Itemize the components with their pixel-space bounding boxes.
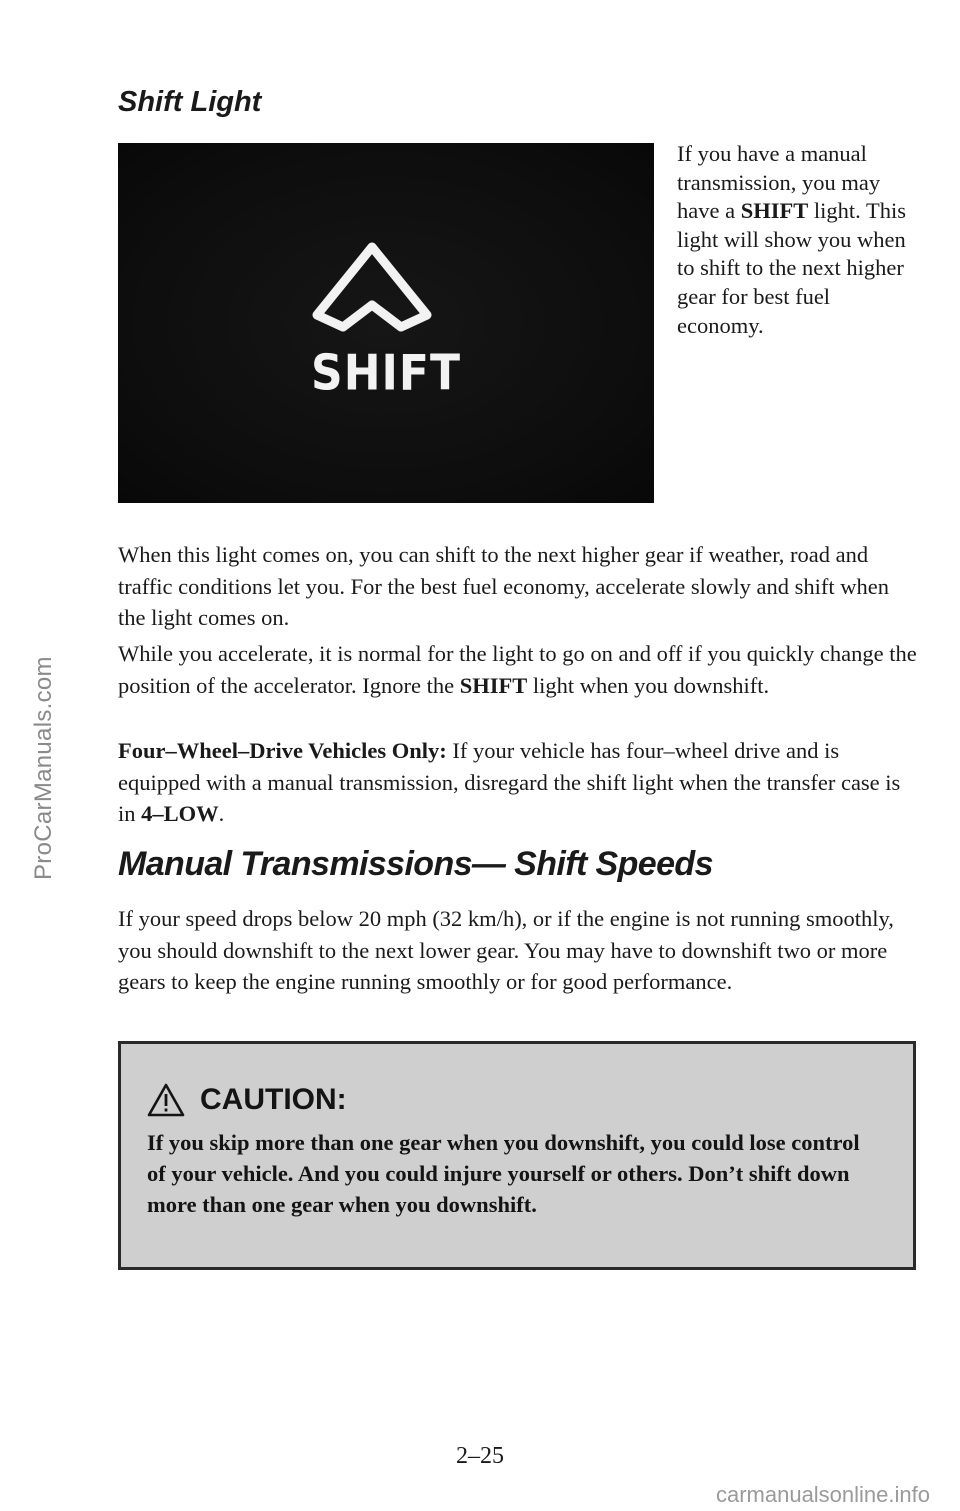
- side-watermark: ProCarManuals.com: [30, 656, 57, 880]
- shift-keyword: SHIFT: [740, 198, 809, 224]
- section-title: Shift Light: [118, 86, 262, 118]
- paragraph-shift-light-usage: When this light comes on, you can shift to the next higher gear if weather, road and traffic conditions let you. For the best fuel economy, accelerate slowly and shift when the light comes on.: [118, 542, 890, 630]
- paragraph-accelerate-note: While you accelerate, it is normal for the light to go on and off if you quickly change the position of the accelerator. Ignore the SHIFT light when you downshift.: [118, 641, 917, 698]
- paragraph-four-wheel-drive: Four–Wheel–Drive Vehicles Only: If your vehicle has four–wheel drive and is equipped with a manual transmission, disregard the shift light when the transfer case is in 4–LOW.: [118, 738, 901, 826]
- caution-header: [146, 1082, 347, 1118]
- four-wheel-drive-lead: Four–Wheel–Drive Vehicles Only:: [118, 738, 447, 763]
- shift-indicator-panel: [118, 143, 654, 503]
- shift-speeds-heading: Manual Transmissions— Shift Speeds: [118, 845, 713, 883]
- paragraph-downshift: If your speed drops below 20 mph (32 km/h), or if the engine is not running smoothly, you should downshift to the next lower gear. You may have to downshift two or more gears to keep the engine running smoothly or for good performance.: [118, 906, 894, 994]
- four-low-keyword: 4–LOW: [141, 801, 219, 826]
- warning-triangle-icon: [146, 1082, 186, 1118]
- shift-display-label: SHIFT: [311, 344, 461, 403]
- caution-box: [118, 1041, 916, 1270]
- shift-light-intro: If you have a manual transmission, you may have a SHIFT light. This light will show you when to shift to the next higher gear for best fuel economy.: [677, 141, 906, 338]
- shift-keyword: SHIFT: [459, 672, 528, 698]
- bottom-watermark: carmanualsonline.info: [715, 1482, 930, 1507]
- caution-text: If you skip more than one gear when you downshift, you could lose control of your vehicle. And you could injure yourself or others. Don’t shift down more than one gear when you downshift.: [147, 1130, 860, 1217]
- caution-title: CAUTION:: [200, 1083, 347, 1116]
- page-number: 2–25: [456, 1443, 504, 1469]
- shift-up-arrow-icon: [307, 239, 437, 335]
